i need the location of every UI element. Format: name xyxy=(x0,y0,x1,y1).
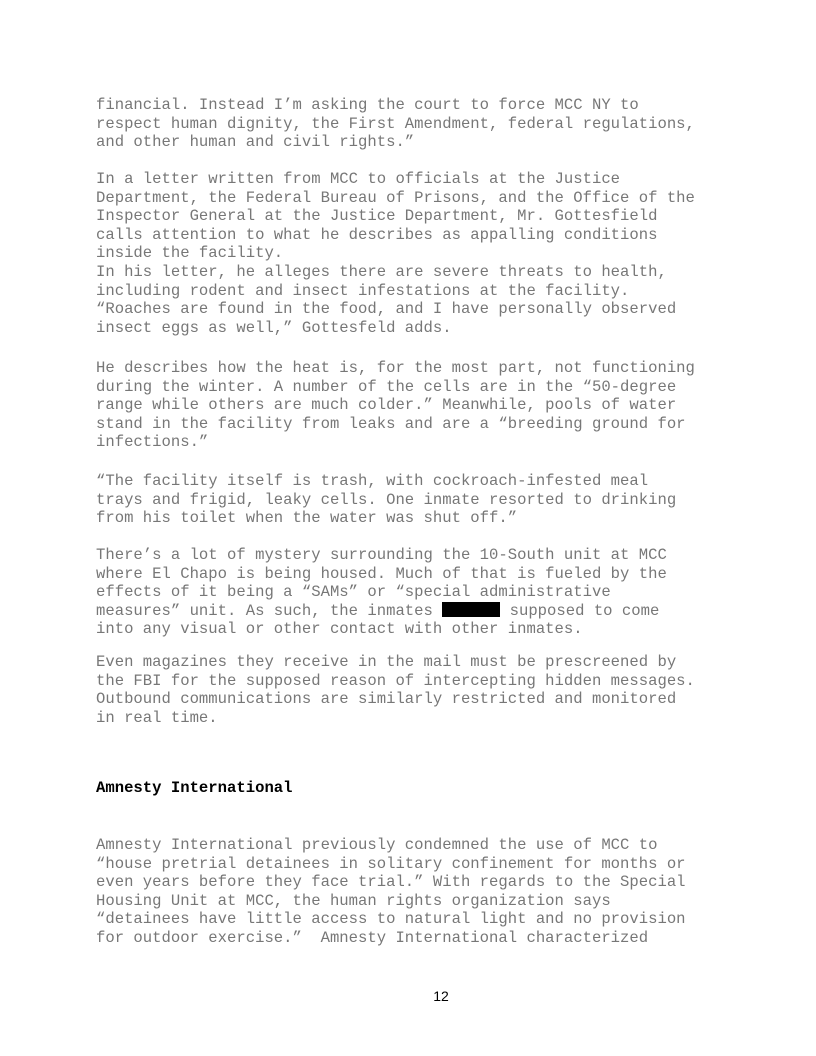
paragraph-10-south-text-before: There’s a lot of mystery surrounding the 10-South unit at MCC where El Chapo is being housed. Much of that is fueled by the effects of it being a “SAMs” or “special administrative measures” unit. As such, the inmates xyxy=(96,546,667,620)
paragraph-heat-conditions: He describes how the heat is, for the most part, not functioning during the winter. A number of the cells are in the “50-degree range while others are much colder.” Meanwhile, pools of water stand in the facility from leaks and are a “breeding ground for infections.” xyxy=(96,359,695,452)
paragraph-magazines-prescreened: Even magazines they receive in the mail must be prescreened by the FBI for the supposed reason of intercepting hidden messages. Outbound communications are similarly restricted and monitored in real time. xyxy=(96,653,695,727)
redaction-box xyxy=(442,602,500,617)
page-number: 12 xyxy=(433,988,449,1004)
paragraph-10-south-text-after: supposed to come into any visual or other contact with other inmates. xyxy=(96,601,660,639)
paragraph-10-south-unit xyxy=(96,546,736,639)
paragraph-amnesty-condemned: Amnesty International previously condemned the use of MCC to “house pretrial detainees in solitary confinement for months or even years before they face trial.” With regards to the Special Housing Unit at MCC, the human rights organization says “detainees have little access to natural light and no provision for outdoor exercise.” Amnesty International characterized xyxy=(96,836,686,947)
paragraph-letter-from-mcc: In a letter written from MCC to officials at the Justice Department, the Federal Bureau of Prisons, and the Office of the Inspector General at the Justice Department, Mr. Gottesfield calls attention to what he describes as appalling conditions inside the facility. In his letter, he alleges there are severe threats to health, including rodent and insect infestations at the facility. “Roaches are found in the food, and I have personally observed insect eggs as well,” Gottesfeld adds. xyxy=(96,170,695,337)
section-heading-amnesty-international: Amnesty International xyxy=(96,779,293,797)
paragraph-facility-trash-quote: “The facility itself is trash, with cockroach-infested meal trays and frigid, leaky cells. One inmate resorted to drinking from his toilet when the water was shut off.” xyxy=(96,472,677,528)
paragraph-financial-dignity: financial. Instead I’m asking the court to force MCC NY to respect human dignity, the First Amendment, federal regulations, and other human and civil rights.” xyxy=(96,96,695,152)
